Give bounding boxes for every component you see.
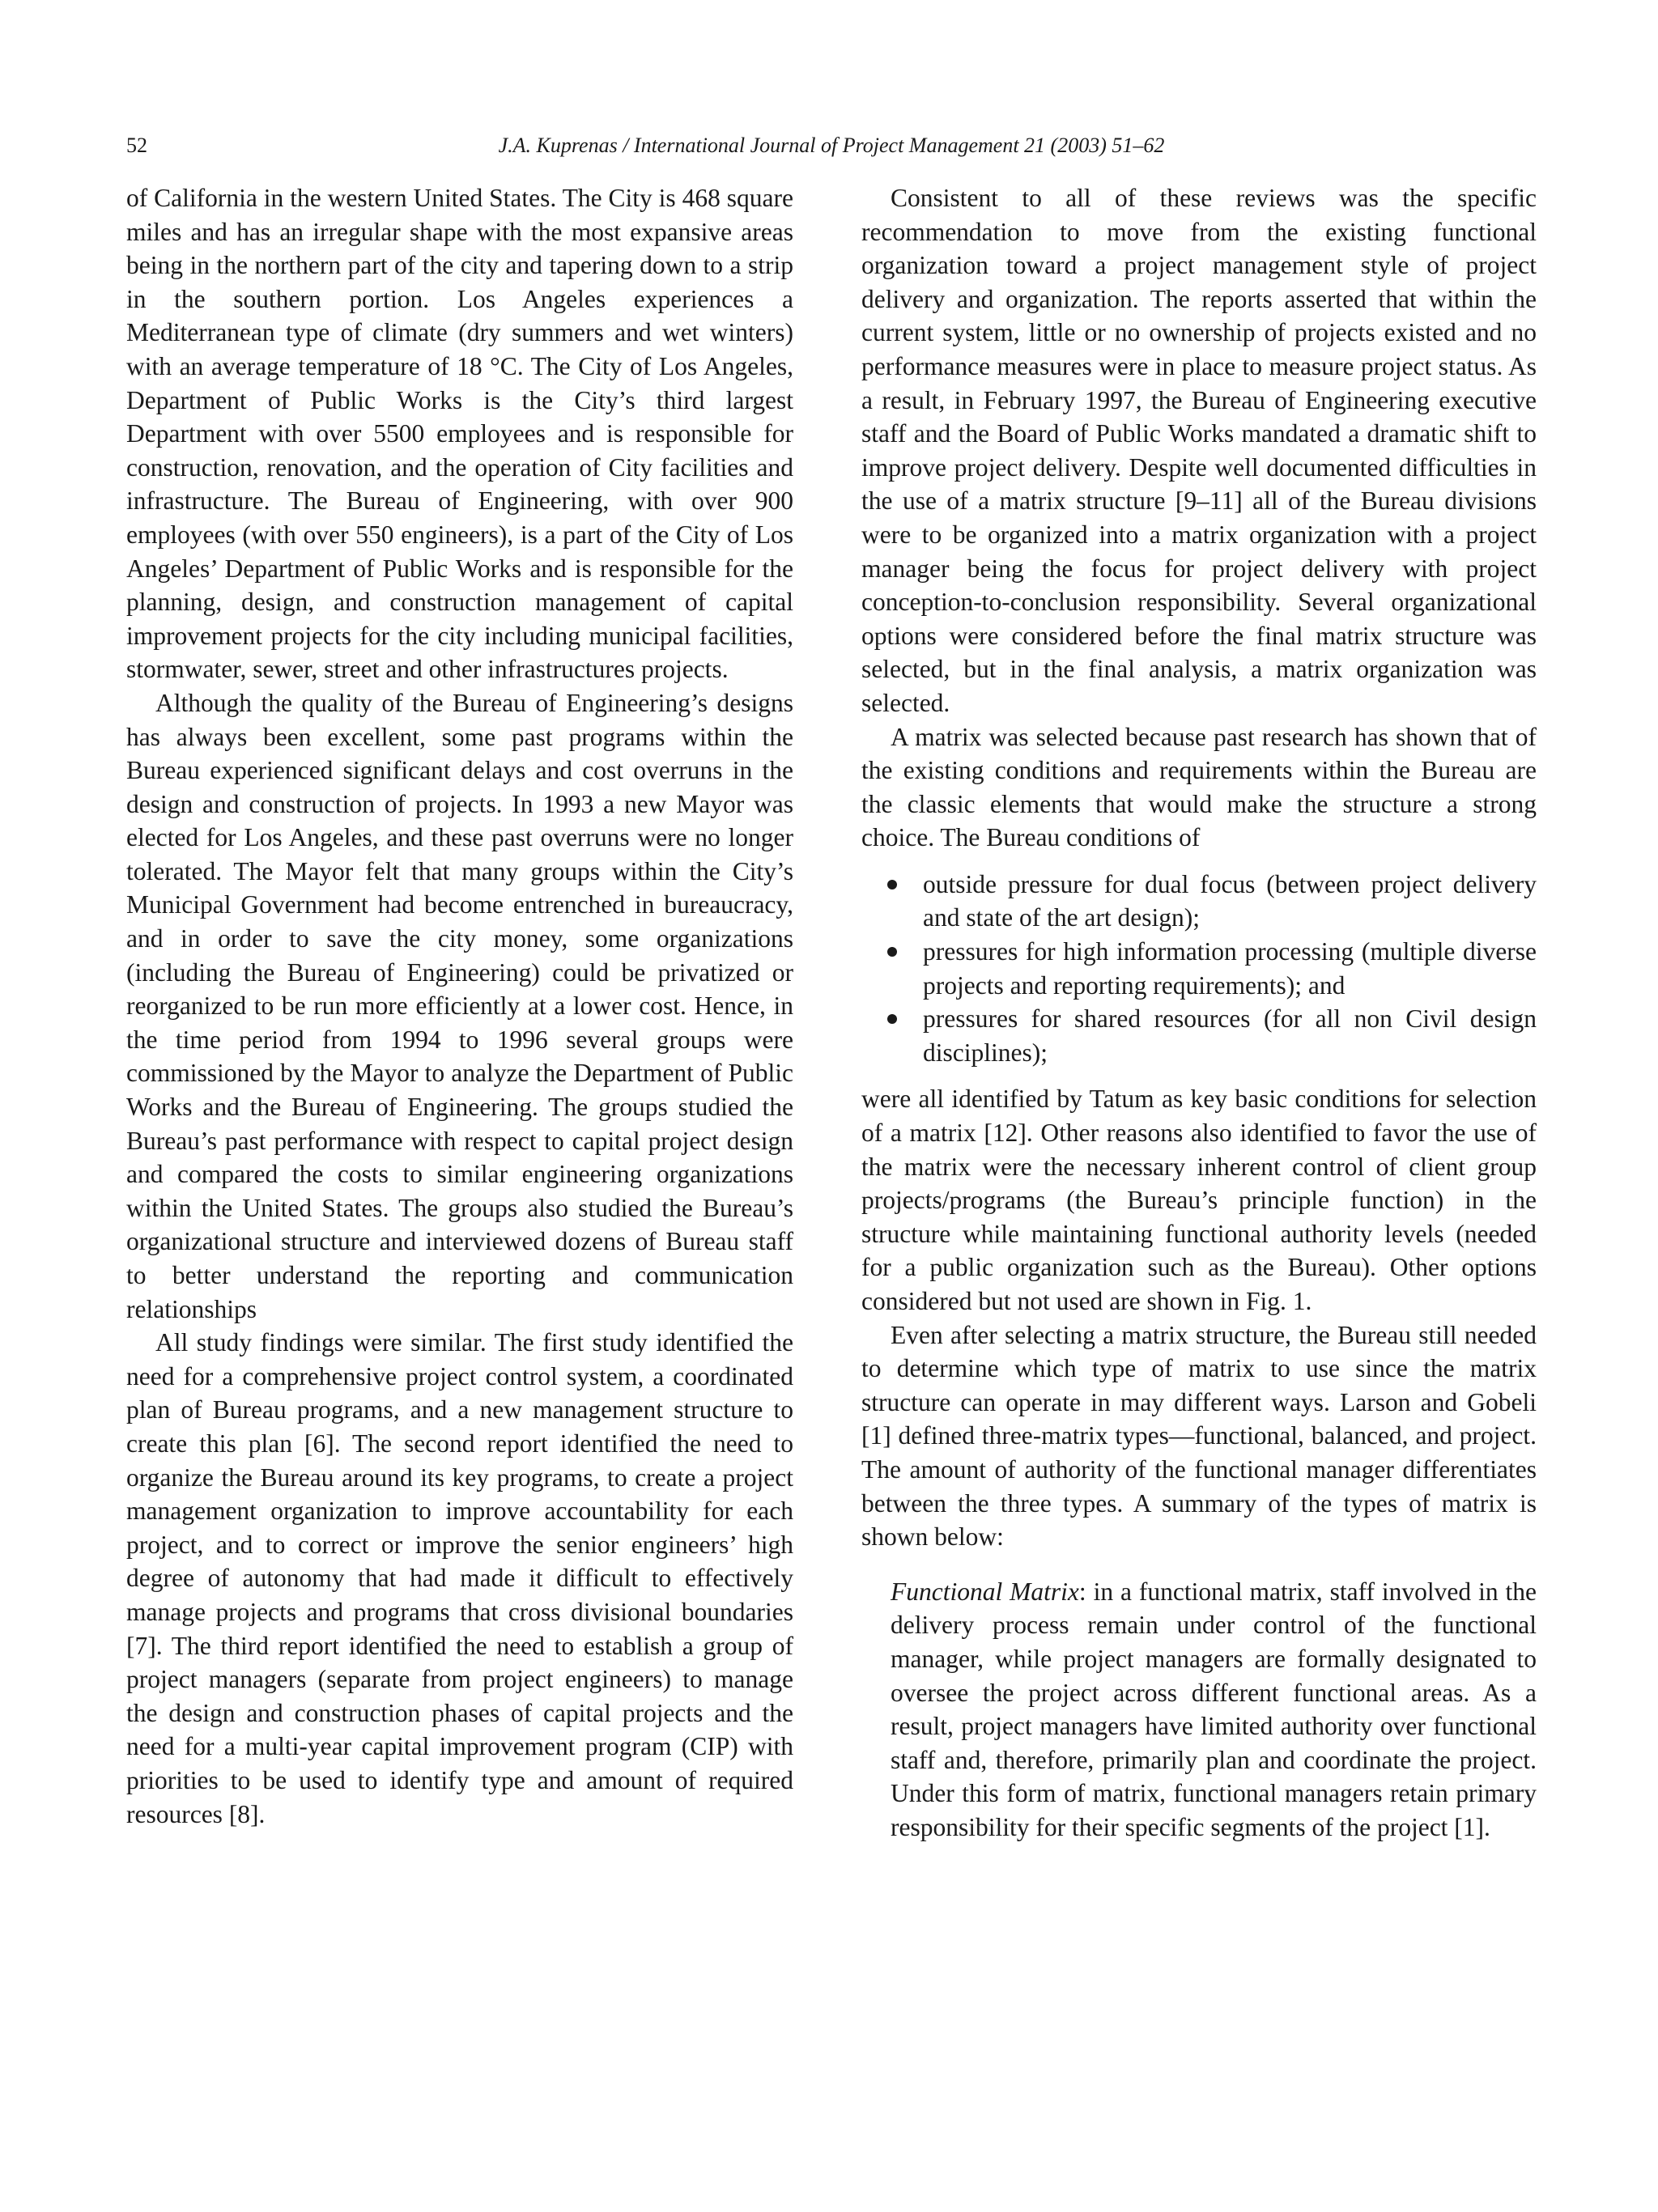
conditions-list bbox=[861, 868, 1537, 1070]
functional-matrix-definition bbox=[891, 1575, 1537, 1845]
functional-matrix-term: Functional Matrix bbox=[891, 1577, 1079, 1606]
list-item-text: pressures for shared resources (for all non Civil design disciplines); bbox=[923, 1004, 1537, 1067]
list-item-text: outside pressure for dual focus (between project delivery and state of the art design); bbox=[923, 869, 1537, 932]
bullet-icon bbox=[887, 947, 897, 957]
bullet-icon bbox=[887, 880, 897, 889]
journal-reference: J.A. Kuprenas / International Journal of Project Management 21 (2003) 51–62 bbox=[498, 134, 1165, 157]
functional-matrix-text: : in a functional matrix, staff involved in the delivery process remain under control of the functional manager, while project managers are formally designated to oversee the project across different functional areas. As a result, project managers have limited authority over functional staff and, therefore, primarily plan and coordinate the project. Under this form of matrix, functional managers retain primary responsibility for their specific segments of the project [1]. bbox=[891, 1577, 1537, 1841]
list-item-text: pressures for high information processing (multiple diverse projects and reporting requirements); and bbox=[923, 937, 1537, 1000]
bullet-icon bbox=[887, 1014, 897, 1024]
list-item bbox=[861, 935, 1537, 1002]
running-header bbox=[126, 129, 1537, 162]
paragraph-city-description: of California in the western United States. The City is 468 square miles and has an irregular shape with the most expansive areas being in the northern part of the city and tapering down to a strip in the southern portion. Los Angeles experiences a Mediterranean type of climate (dry summers and wet winters) with an average temperature of 18 °C. The City of Los Angeles, Department of Public Works is the City’s third largest Department with over 5500 employees and is responsible for construction, renovation, and the operation of City facilities and infrastructure. The Bureau of Engineering, with over 900 employees (with over 550 engineers), is a part of the City of Los Angeles’ Department of Public Works and is responsible for the planning, design, and construction management of capital improvement projects for the city including municipal facilities, stormwater, sewer, street and other infrastructures projects. bbox=[126, 184, 793, 684]
paragraph-recommendation: Consistent to all of these reviews was the specific recommendation to move from the existing functional organization toward a project management style of project delivery and organization. The reports asserted that within the current system, little or no ownership of projects existed and no performance measures were in place to measure project status. As a result, in February 1997, the Bureau of Engineering executive staff and the Board of Public Works mandated a dramatic shift to improve project delivery. Despite well documented difficulties in the use of a matrix structure [9–11] all of the Bureau divisions were to be organized into a matrix organization with a project manager being the focus for project delivery with project conception-to-conclusion responsibility. Several organizational options were considered before the final matrix structure was selected, but in the final analysis, a matrix organization was selected. bbox=[861, 184, 1537, 717]
paragraph-tatum-conditions: were all identified by Tatum as key basic conditions for selection of a matrix [12]. Other reasons also identified to favor the use of the matrix were the necessary inherent control of client group projects/programs (the Bureau’s principle function) in the structure while maintaining functional authority levels (needed for a public organization such as the Bureau). Other options considered but not used are shown in Fig. 1. bbox=[861, 1085, 1537, 1315]
page-number: 52 bbox=[126, 134, 147, 157]
paragraph-study-background: Although the quality of the Bureau of Engineering’s designs has always been excellent, some past programs within the Bureau experienced significant delays and cost overruns in the design and construction of projects. In 1993 a new Mayor was elected for Los Angeles, and these past overruns were no longer tolerated. The Mayor felt that many groups within the City’s Municipal Government had become entrenched in bureaucracy, and in order to save the city money, some organizations (including the Bureau of Engineering) could be privatized or reorganized to be run more efficiently at a lower cost. Hence, in the time period from 1994 to 1996 several groups were commissioned by the Mayor to analyze the Department of Public Works and the Bureau of Engineering. The groups studied the Bureau’s past performance with respect to capital project design and compared the costs to similar engineering organizations within the United States. The groups also studied the Bureau’s organizational structure and interviewed dozens of Bureau staff to better understand the reporting and communication relationships bbox=[126, 688, 793, 1323]
paragraph-matrix-selection: A matrix was selected because past research has shown that of the existing conditions and requirements within the Bureau are the classic elements that would make the structure a strong choice. The Bureau conditions of bbox=[861, 722, 1537, 852]
right-column bbox=[861, 181, 1537, 1845]
paragraph-matrix-types: Even after selecting a matrix structure, the Bureau still needed to determine which type of matrix to use since the matrix structure can operate in may different ways. Larson and Gobeli [1] defined three-matrix types—functional, balanced, and project. The amount of authority of the functional manager differentiates between the three types. A summary of the types of matrix is shown below: bbox=[861, 1320, 1537, 1552]
list-item bbox=[861, 1002, 1537, 1069]
left-column bbox=[126, 181, 793, 1831]
paragraph-study-findings: All study findings were similar. The first study identified the need for a comprehensive project control system, a coordinated plan of Bureau programs, and a new management structure to create this plan [6]. The second report identified the need to organize the Bureau around its key programs, to create a project management organization to improve accountability for each project, and to correct or improve the senior engineers’ high degree of autonomy that had made it difficult to effectively manage projects and programs that cross divisional boundaries [7]. The third report identified the need to establish a group of project managers (separate from project engineers) to manage the design and construction phases of capital projects and the need for a multi-year capital improvement program (CIP) with priorities to be used to identify type and amount of required resources [8]. bbox=[126, 1328, 793, 1828]
list-item bbox=[861, 868, 1537, 935]
